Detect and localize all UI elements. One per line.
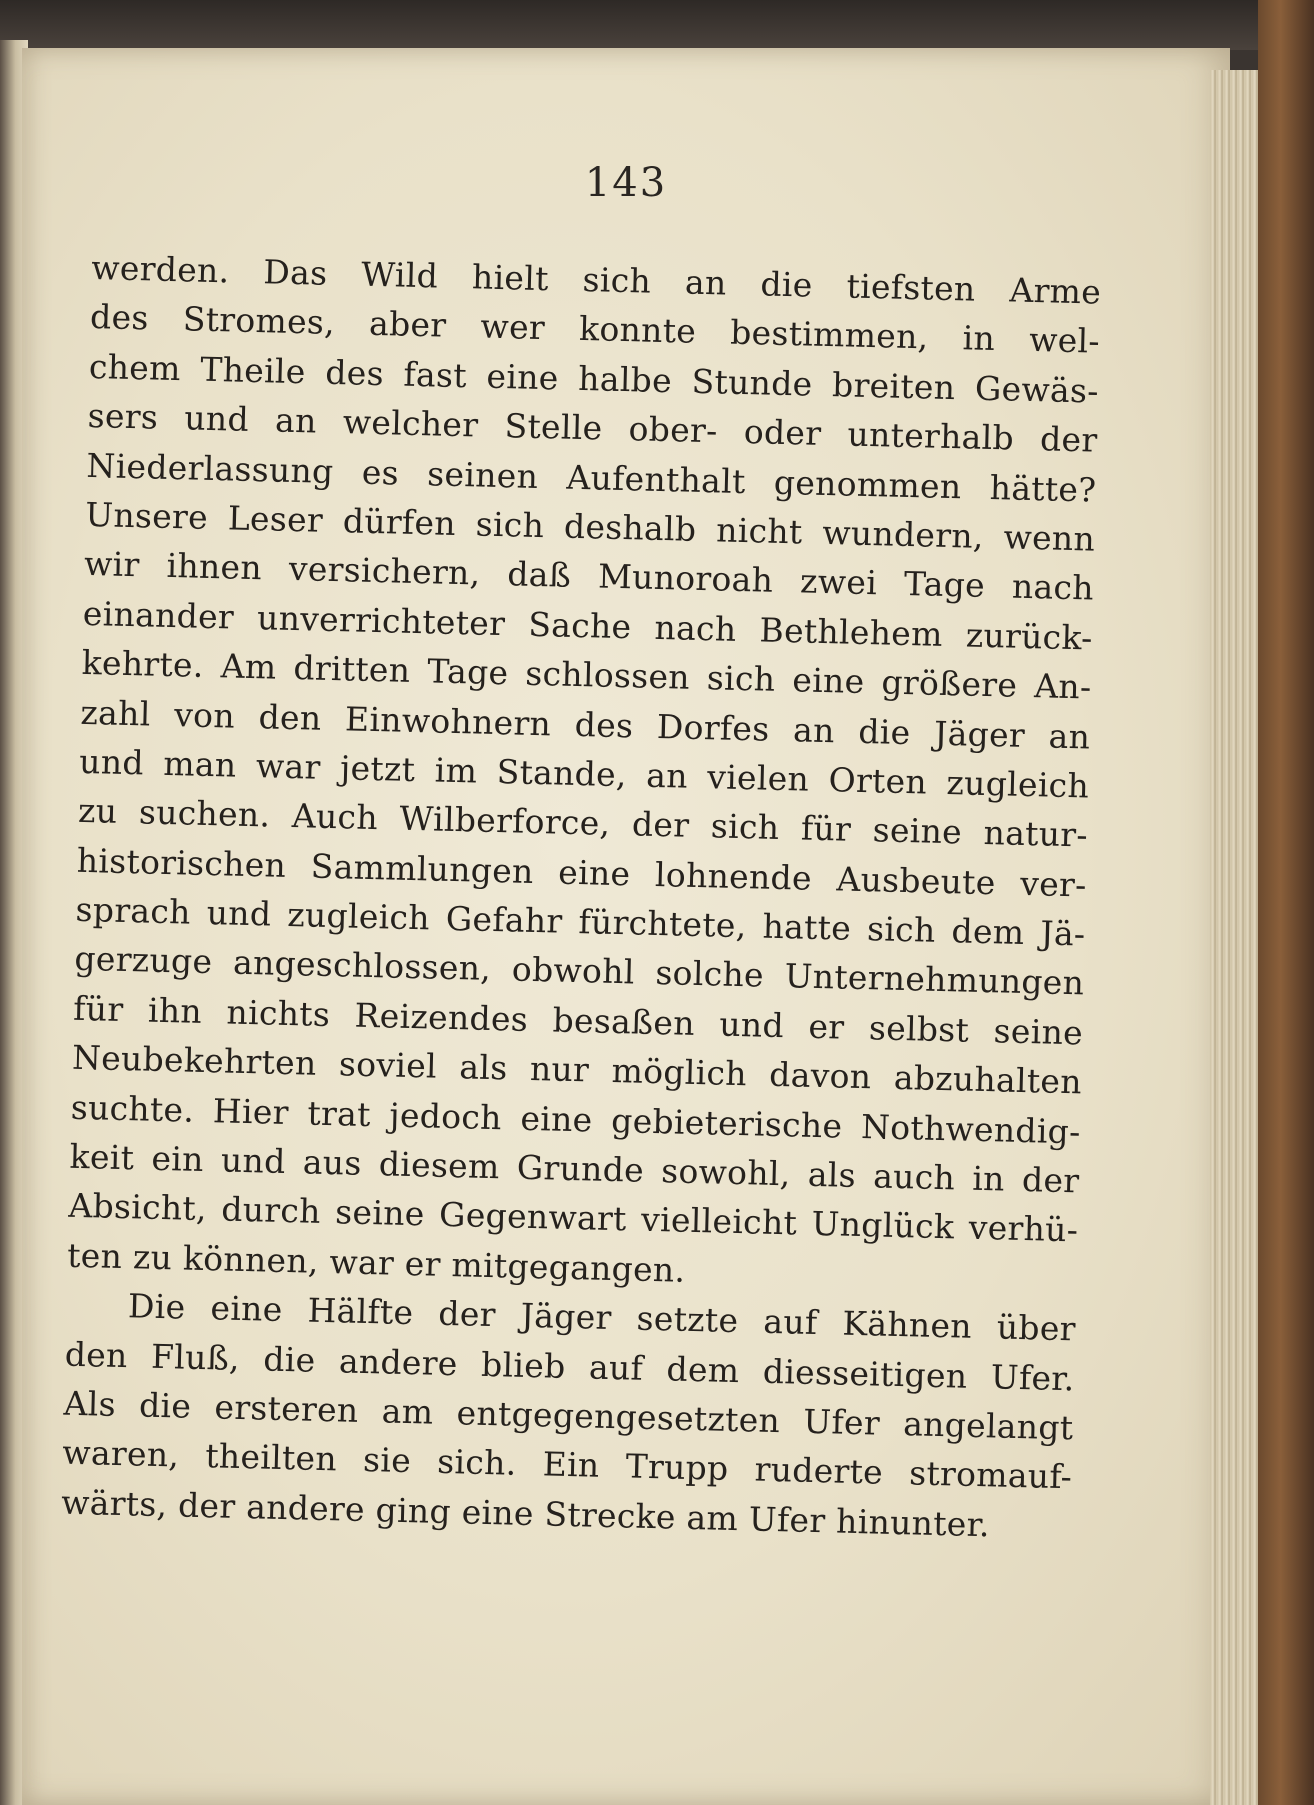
page-number: 143 [584, 160, 668, 206]
text-line: kehrte. Am dritten Tage schlossen sich eine größere An- [81, 643, 1092, 707]
text-line: einander unverrichteter Sache nach Bethlehem zurück- [82, 593, 1094, 658]
text-line: sprach und zugleich Gefahr fürchtete, hatte sich dem Jä- [75, 889, 1086, 954]
text-line: keit ein und aus diesem Grunde sowohl, als auch in der [69, 1136, 1080, 1201]
text-line: des Stromes, aber wer konnte bestimmen, in wel- [89, 297, 1101, 362]
text-line: Niederlassung es seinen Aufenthalt genommen hätte? [86, 445, 1097, 510]
text-line: Als die ersteren am entgegengesetzten Ufer angelangt [63, 1383, 1074, 1448]
paragraph-start-line: Die eine Hälfte der Jäger setzte auf Kähnen über [127, 1286, 1077, 1349]
body-text [61, 243, 1102, 1551]
scan-top-edge [0, 0, 1258, 50]
text-line: Neubekehrten soviel als nur möglich davon abzuhalten [71, 1038, 1083, 1102]
paragraph-end-line: ten zu können, war er mitgegangen. [66, 1235, 686, 1290]
page-stack-edge [1210, 70, 1258, 1805]
text-line: wärts, der andere ging eine Strecke am Ufer hinunter. [60, 1482, 991, 1545]
text-line: werden. Das Wild hielt sich an die tiefsten Arme [90, 247, 1102, 312]
text-line: historischen Sammlungen eine lohnende Ausbeute ver- [76, 840, 1088, 905]
text-line: Unsere Leser dürfen sich deshalb nicht wundern, wenn [84, 494, 1096, 559]
text-line: waren, theilten sie sich. Ein Trupp ruderte stromauf- [61, 1433, 1073, 1497]
text-line: gerzuge angeschlossen, obwohl solche Unternehmungen [74, 939, 1085, 1003]
text-line: für ihn nichts Reizendes besaßen und er selbst seine [72, 988, 1084, 1053]
book-page [22, 48, 1230, 1805]
text-line: den Fluß, die andere blieb auf dem diesseitigen Ufer. [64, 1334, 1076, 1398]
text-line: wir ihnen versichern, daß Munoroah zwei Tage nach [83, 544, 1095, 608]
text-line: chem Theile des fast eine halbe Stunde breiten Gewäs- [88, 346, 1100, 411]
book-cover-board [1258, 0, 1314, 1805]
text-line: und man war jetzt im Stande, an vielen Orten zugleich [78, 741, 1090, 806]
text-line: sers und an welcher Stelle ober- oder unterhalb der [87, 396, 1098, 460]
text-line: zu suchen. Auch Wilberforce, der sich für seine natur- [77, 791, 1089, 855]
text-line: suchte. Hier trat jedoch eine gebieterische Nothwendig- [70, 1087, 1082, 1152]
text-line: zahl von den Einwohnern des Dorfes an die Jäger an [80, 692, 1091, 757]
text-line: Absicht, durch seine Gegenwart vielleicht Unglück verhü- [67, 1186, 1079, 1250]
